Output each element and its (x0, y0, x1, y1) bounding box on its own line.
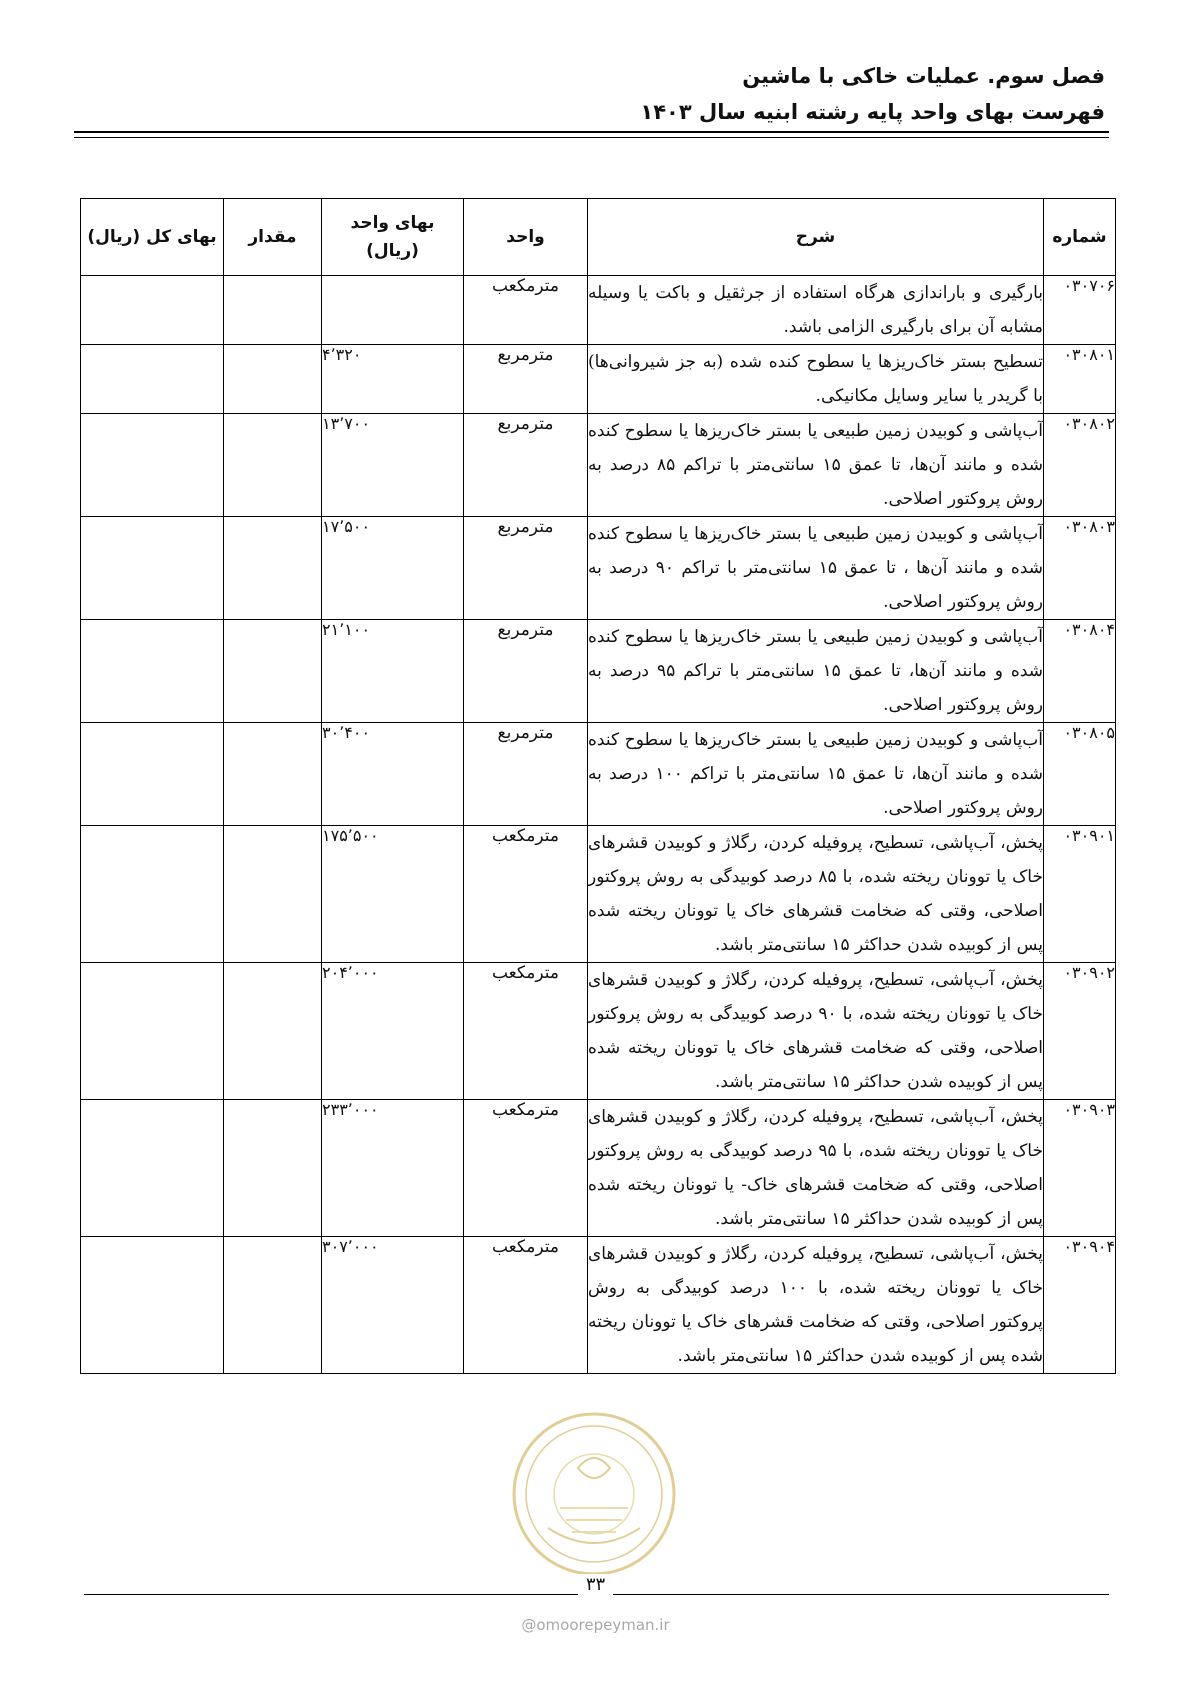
item-unit: مترمربع (464, 345, 588, 414)
item-unit-price: ۱۷۵٬۵۰۰ (322, 826, 464, 963)
item-unit-price (322, 276, 464, 345)
document-subtitle: فهرست بهای واحد پایه رشته ابنیه سال ۱۴۰۳ (640, 100, 1105, 124)
item-description: آب‌پاشی و کوبیدن زمین طبیعی یا بستر خاک‌ریزها یا سطوح کنده شده و مانند آن‌ها، تا عمق ۱۵ سانتی‌متر با تراکم ۹۵ درصد به روش پروکتور اصلاحی. (588, 620, 1044, 723)
item-total (81, 826, 224, 963)
item-quantity (224, 963, 322, 1100)
item-total (81, 1100, 224, 1237)
header-unit-price-currency: (ریال) (366, 241, 419, 261)
item-total (81, 276, 224, 345)
item-description: پخش، آب‌پاشی، تسطیح، پروفیله کردن، رگلاژ و کوبیدن قشرهای خاک یا توونان ریخته شده، با ۹۰ درصد کوبیدگی به روش پروکتور اصلاحی، وقتی که ضخامت قشرهای خاک یا توونان ریخته شده پس از کوبیده شدن حداکثر ۱۵ سانتی‌متر باشد. (588, 963, 1044, 1100)
item-description: بارگیری و باراندازی هرگاه استفاده از جرثقیل و باکت یا وسیله مشابه آن برای بارگیری الزامی باشد. (588, 276, 1044, 345)
header-rule-thick (74, 131, 1109, 133)
item-unit: مترمکعب (464, 1237, 588, 1374)
item-quantity (224, 620, 322, 723)
item-quantity (224, 723, 322, 826)
table-row (81, 1100, 1116, 1237)
item-unit-price: ۲۱٬۱۰۰ (322, 620, 464, 723)
item-unit: مترمربع (464, 620, 588, 723)
item-unit-price: ۳۰٬۴۰۰ (322, 723, 464, 826)
item-description: آب‌پاشی و کوبیدن زمین طبیعی یا بستر خاک‌ریزها یا سطوح کنده شده و مانند آن‌ها ، تا عمق ۱۵ سانتی‌متر با تراکم ۹۰ درصد به روش پروکتور اصلاحی. (588, 517, 1044, 620)
watermark-seal-icon (508, 1408, 680, 1580)
page-header (640, 58, 1105, 130)
item-number: ۰۳۰۸۰۴ (1044, 620, 1116, 723)
table-row (81, 517, 1116, 620)
chapter-title: فصل سوم. عملیات خاکی با ماشین (742, 64, 1105, 88)
page-number (0, 1574, 1191, 1595)
item-total (81, 1237, 224, 1374)
item-quantity (224, 517, 322, 620)
item-number: ۰۳۰۸۰۵ (1044, 723, 1116, 826)
item-quantity (224, 276, 322, 345)
item-total (81, 345, 224, 414)
header-total-price: بهای کل (ریال) (81, 199, 224, 276)
item-description: آب‌پاشی و کوبیدن زمین طبیعی یا بستر خاک‌ریزها یا سطوح کنده شده و مانند آن‌ها، تا عمق ۱۵ سانتی‌متر با تراکم ۸۵ درصد به روش پروکتور اصلاحی. (588, 414, 1044, 517)
header-description: شرح (588, 199, 1044, 276)
table-row (81, 963, 1116, 1100)
item-quantity (224, 345, 322, 414)
table-row (81, 276, 1116, 345)
table-row (81, 345, 1116, 414)
header-rule-thin (74, 137, 1109, 138)
item-number: ۰۳۰۸۰۲ (1044, 414, 1116, 517)
item-description: تسطیح بستر خاک‌ریزها یا سطوح کنده شده (به جز شیروانی‌ها) با گریدر یا سایر وسایل مکانیکی. (588, 345, 1044, 414)
item-description: پخش، آب‌پاشی، تسطیح، پروفیله کردن، رگلاژ و کوبیدن قشرهای خاک یا توونان ریخته شده، با ۹۵ درصد کوبیدگی به روش پروکتور اصلاحی، وقتی که ضخامت قشرهای خاک- یا توونان ریخته شده پس از کوبیده شدن حداکثر ۱۵ سانتی‌متر باشد. (588, 1100, 1044, 1237)
item-unit: مترمکعب (464, 963, 588, 1100)
header-unit-price-label: بهای واحد (350, 213, 435, 233)
item-number: ۰۳۰۹۰۱ (1044, 826, 1116, 963)
item-unit-price: ۴٬۳۲۰ (322, 345, 464, 414)
table-row (81, 723, 1116, 826)
item-description: پخش، آب‌پاشی، تسطیح، پروفیله کردن، رگلاژ و کوبیدن قشرهای خاک یا توونان ریخته شده، با ۸۵ درصد کوبیدگی به روش پروکتور اصلاحی، وقتی که ضخامت قشرهای خاک یا توونان ریخته شده پس از کوبیده شدن حداکثر ۱۵ سانتی‌متر باشد. (588, 826, 1044, 963)
header-quantity: مقدار (224, 199, 322, 276)
item-number: ۰۳۰۷۰۶ (1044, 276, 1116, 345)
item-unit-price: ۱۷٬۵۰۰ (322, 517, 464, 620)
table-row (81, 414, 1116, 517)
item-total (81, 620, 224, 723)
item-unit: مترمربع (464, 414, 588, 517)
item-total (81, 414, 224, 517)
item-unit: مترمربع (464, 517, 588, 620)
item-unit: مترمربع (464, 723, 588, 826)
item-number: ۰۳۰۸۰۱ (1044, 345, 1116, 414)
header-unit: واحد (464, 199, 588, 276)
item-number: ۰۳۰۹۰۳ (1044, 1100, 1116, 1237)
item-number: ۰۳۰۹۰۴ (1044, 1237, 1116, 1374)
table-row (81, 826, 1116, 963)
item-quantity (224, 414, 322, 517)
watermark-url: @omoorepeyman.ir (521, 1616, 670, 1634)
item-number: ۰۳۰۸۰۳ (1044, 517, 1116, 620)
header-unit-price (322, 199, 464, 276)
item-unit-price: ۱۳٬۷۰۰ (322, 414, 464, 517)
table-row (81, 620, 1116, 723)
item-unit: مترمکعب (464, 276, 588, 345)
item-description: پخش، آب‌پاشی، تسطیح، پروفیله کردن، رگلاژ و کوبیدن قشرهای خاک یا توونان ریخته شده، با ۱۰۰ درصد کوبیدگی به روش پروکتور اصلاحی، وقتی که ضخامت قشرهای خاک یا توونان ریخته شده پس از کوبیده شدن حداکثر ۱۵ سانتی‌متر باشد. (588, 1237, 1044, 1374)
item-unit-price: ۲۰۴٬۰۰۰ (322, 963, 464, 1100)
table-row (81, 1237, 1116, 1374)
item-unit: مترمکعب (464, 1100, 588, 1237)
item-number: ۰۳۰۹۰۲ (1044, 963, 1116, 1100)
item-quantity (224, 1237, 322, 1374)
item-description: آب‌پاشی و کوبیدن زمین طبیعی یا بستر خاک‌ریزها یا سطوح کنده شده و مانند آن‌ها، تا عمق ۱۵ سانتی‌متر با تراکم ۱۰۰ درصد به روش پروکتور اصلاحی. (588, 723, 1044, 826)
item-quantity (224, 1100, 322, 1237)
page-number-text: ۳۳ (578, 1574, 613, 1595)
item-unit-price: ۳۰۷٬۰۰۰ (322, 1237, 464, 1374)
table-header-row (81, 199, 1116, 276)
item-total (81, 723, 224, 826)
price-table (80, 198, 1116, 1374)
header-number: شماره (1044, 199, 1116, 276)
item-unit: مترمکعب (464, 826, 588, 963)
item-quantity (224, 826, 322, 963)
item-unit-price: ۲۳۳٬۰۰۰ (322, 1100, 464, 1237)
item-total (81, 517, 224, 620)
item-total (81, 963, 224, 1100)
